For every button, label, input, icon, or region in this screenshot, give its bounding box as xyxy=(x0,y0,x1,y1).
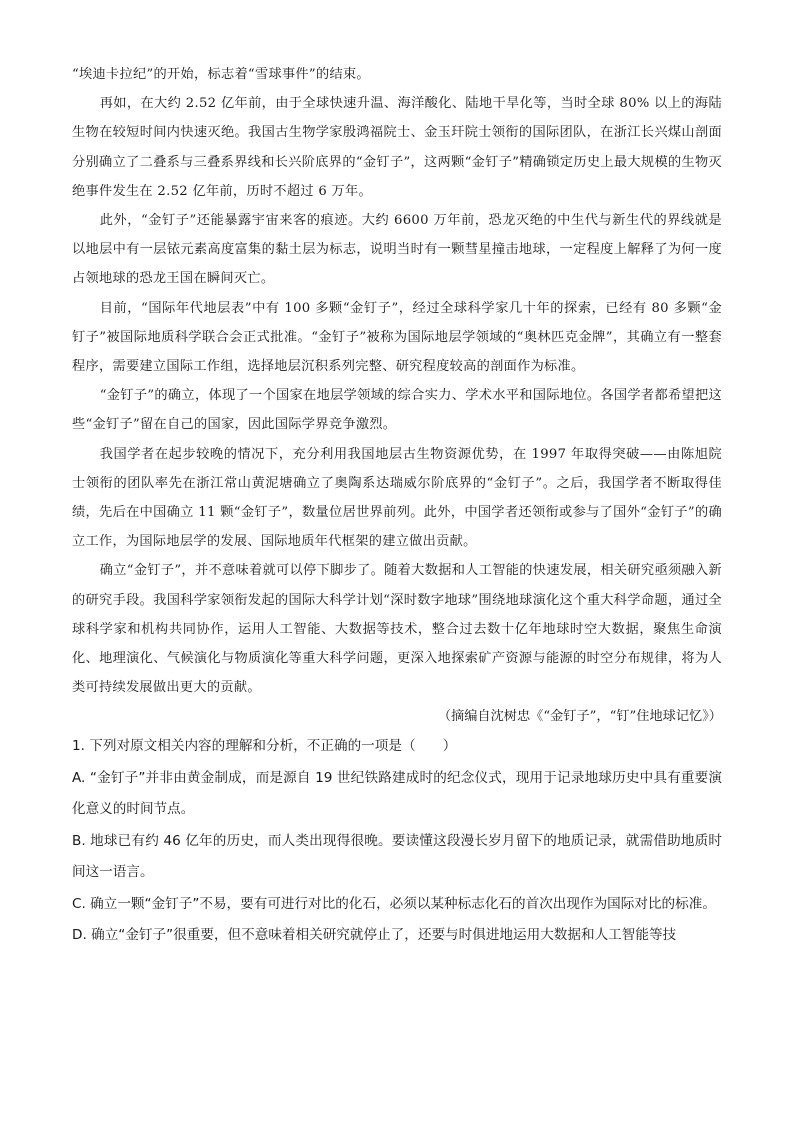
question-option-d: D. 确立“金钉子”很重要，但不意味着相关研究就停止了，还要与时俱进地运用大数据和人工智能等技 xyxy=(72,927,677,944)
content-column xyxy=(72,60,722,952)
passage-paragraph: 再如，在大约 2.52 亿年前，由于全球快速升温、海洋酸化、陆地干旱化等，当时全球 80% 以上的海陆生物在较短时间内快速灭绝。我国古生物学家殷鸿福院士、金玉玕院士领衔的国际团队，在浙江长兴煤山剖面分别确立了二叠系与三叠系界线和长兴阶底界的“金钉子”，这两颗“金钉子”精确锁定历史上最大规模的生物灭绝事件发生在 2.52 亿年前，历时不超过 6 万年。 xyxy=(72,96,722,199)
passage-paragraph: 我国学者在起步较晚的情况下，充分利用我国地层古生物资源优势，在 1997 年取得突破——由陈旭院士领衔的团队率先在浙江常山黄泥塘确立了奥陶系达瑞威尔阶底界的“金钉子”。之后，我国学者不断取得佳绩，先后在中国确立 11 颗“金钉子”，数量位居世界前列。此外，中国学者还领衔或参与了国外“金钉子”的确立工作，为国际地层学的发展、国际地质年代框架的建立做出贡献。 xyxy=(72,446,722,550)
question-option-c: C. 确立一颗“金钉子”不易，要有可进行对比的化石，必须以某种标志化石的首次出现作为国际对比的标准。 xyxy=(72,895,716,912)
question-option-a: A. “金钉子”并非由黄金制成，而是源自 19 世纪铁路建成时的纪念仪式，现用于记录地球历史中具有重要演化意义的时间节点。 xyxy=(72,769,722,818)
passage-source-citation: （摘编自沈树忠《“金钉子”，“钉”住地球记忆》） xyxy=(437,709,722,725)
passage-paragraph-continued: “埃迪卡拉纪”的开始，标志着“雪球事件”的结束。 xyxy=(72,67,370,82)
passage-paragraph: 目前，“国际年代地层表”中有 100 多颗“金钉子”，经过全球科学家几十年的探索，已经有 80 多颗“金钉子”被国际地质科学联合会正式批准。“金钉子”被称为国际地层学领域的“奥林匹克金牌”，其确立有一整套程序，需要建立国际工作组，选择地层沉积系列完整、研究程度较高的剖面作为标准。 xyxy=(72,300,722,375)
question-stem: 1. 下列对原文相关内容的理解和分析，不正确的一项是（ ） xyxy=(72,738,457,755)
passage-paragraph: “金钉子”的确立，体现了一个国家在地层学领域的综合实力、学术水平和国际地位。各国学者都希望把这些“金钉子”留在自己的国家，因此国际学界竞争激烈。 xyxy=(72,388,722,433)
question-option-b: B. 地球已有约 46 亿年的历史，而人类出现得很晚。要读懂这段漫长岁月留下的地质记录，就需借助地质时间这一语言。 xyxy=(72,832,722,881)
passage-paragraph: 确立“金钉子”，并不意味着就可以停下脚步了。随着大数据和人工智能的快速发展，相关研究亟须融入新的研究手段。我国科学家领衔发起的国际大科学计划“深时数字地球”围绕地球演化这个重大科学命题，通过全球科学家和机构共同协作，运用人工智能、大数据等技术，整合过去数十亿年地球时空大数据，聚焦生命演化、地理演化、气候演化与物质演化等重大科学问题，更深入地探索矿产资源与能源的时空分布规律，将为人类可持续发展做出更大的贡献。 xyxy=(72,563,722,696)
passage-paragraph: 此外，“金钉子”还能暴露宇宙来客的痕迹。大约 6600 万年前，恐龙灭绝的中生代与新生代的界线就是以地层中有一层铱元素高度富集的黏土层为标志，说明当时有一颗彗星撞击地球，一定程度上解释了为何一度占领地球的恐龙王国在瞬间灭亡。 xyxy=(72,213,722,287)
